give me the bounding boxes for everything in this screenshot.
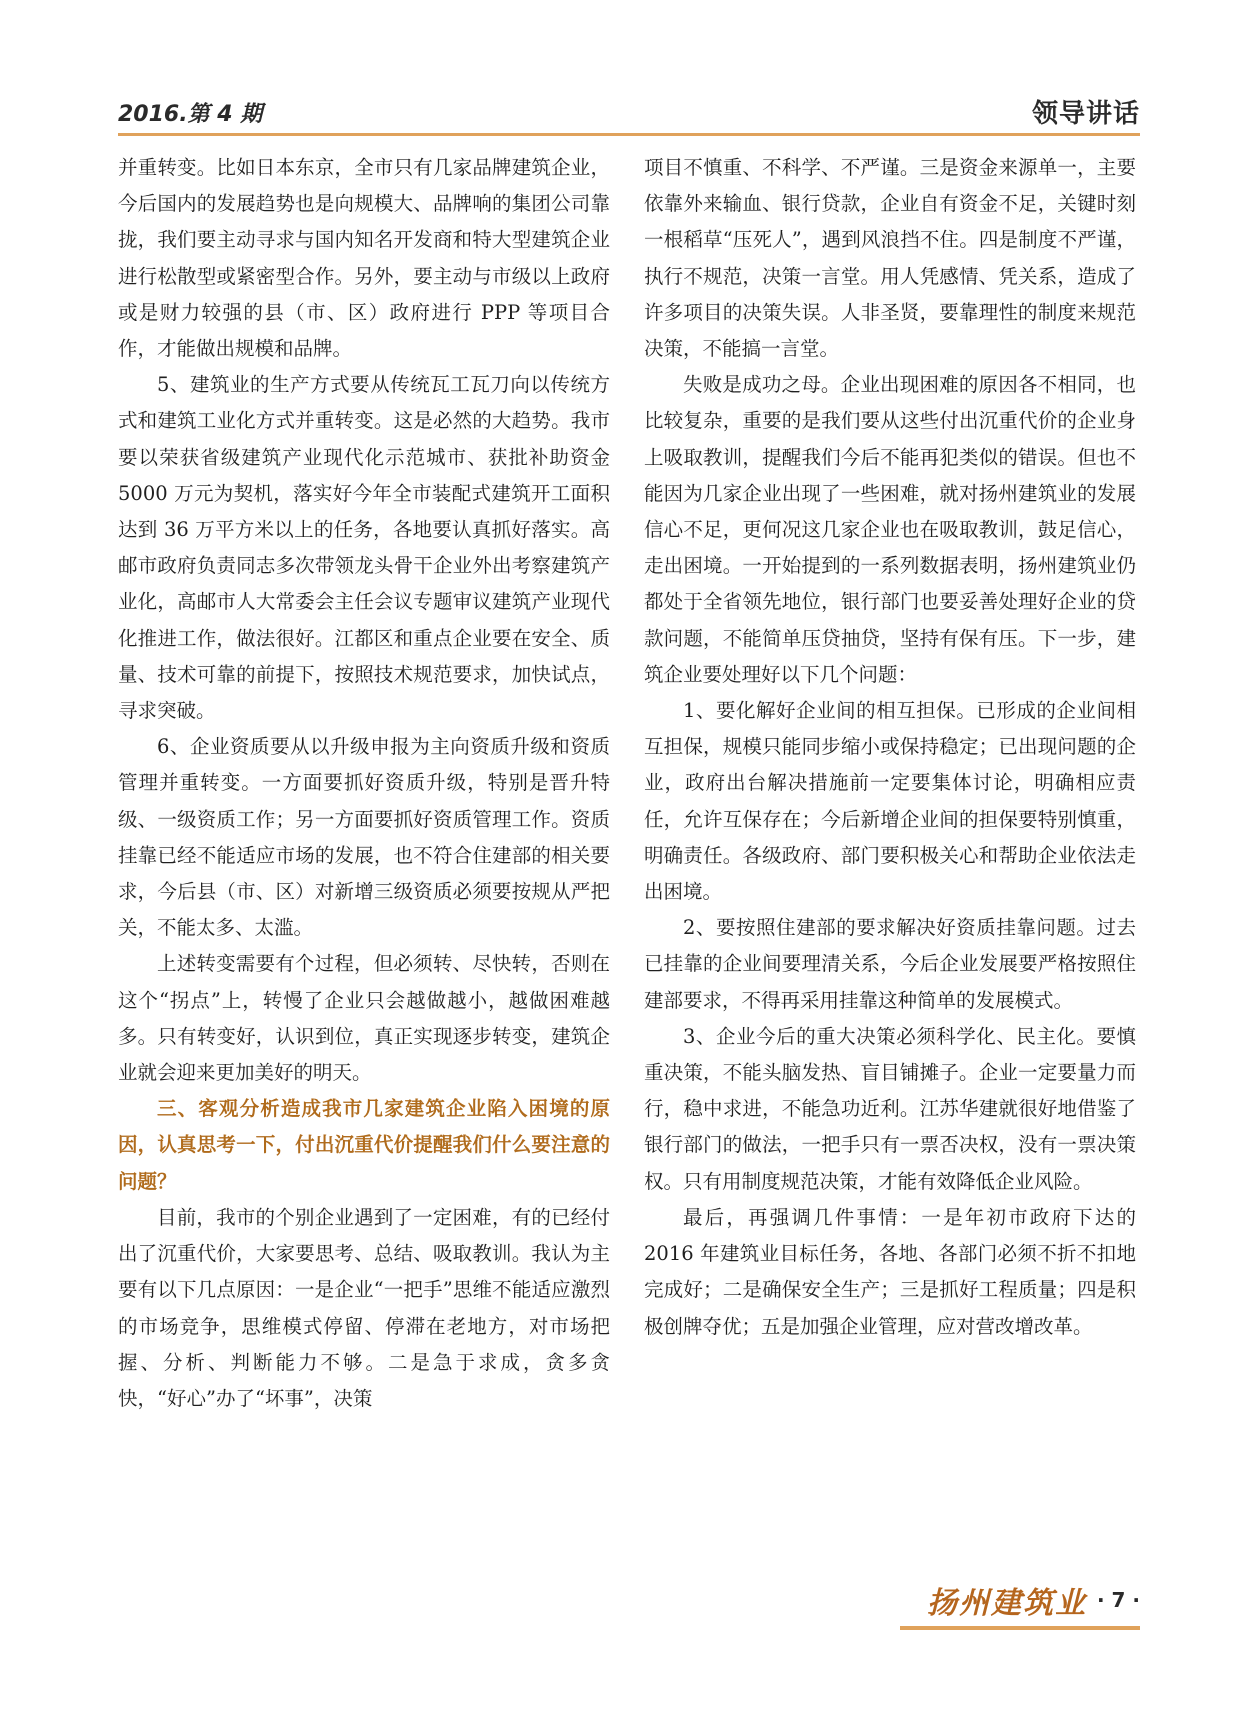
section-title: 领导讲话 — [1031, 99, 1140, 129]
paragraph: 2、要按照住建部的要求解决好资质挂靠问题。过去已挂靠的企业间要理清关系，今后企业发展要严格按照住建部要求，不得再采用挂靠这种简单的发展模式。 — [644, 916, 1136, 1012]
right-column — [644, 150, 1136, 1345]
paragraph: 失败是成功之母。企业出现困难的原因各不相同，也比较复杂，重要的是我们要从这些付出沉重代价的企业身上吸取教训，提醒我们今后不能再犯类似的错误。但也不能因为几家企业出现了一些困难，就对扬州建筑业的发展信心不足，更何况这几家企业也在吸取教训，鼓足信心，走出困境。一开始提到的一系列数据表明，扬州建筑业仍都处于全省领先地位，银行部门也要妥善处理好企业的贷款问题，不能简单压贷抽贷，坚持有保有压。下一步，建筑企业要处理好以下几个问题： — [644, 373, 1136, 686]
paragraph: 并重转变。比如日本东京，全市只有几家品牌建筑企业，今后国内的发展趋势也是向规模大、品牌响的集团公司靠拢，我们要主动寻求与国内知名开发商和特大型建筑企业进行松散型或紧密型合作。另外，要主动与市级以上政府或是财力较强的县（市、区）政府进行 PPP 等项目合作，才能做出规模和品牌。 — [118, 156, 610, 361]
issue-number: 2016.第 4 期 — [118, 102, 263, 127]
magazine-logo: 扬州建筑业 — [926, 1586, 1087, 1621]
paragraph: 最后，再强调几件事情：一是年初市政府下达的 2016 年建筑业目标任务，各地、各部门必须不折不扣地完成好；二是确保安全生产；三是抓好工程质量；四是积极创牌夺优；五是加强企业管理，应对营改增改革。 — [644, 1205, 1136, 1338]
section-heading: 三、客观分析造成我市几家建筑企业陷入困境的原因，认真思考一下，付出沉重代价提醒我们什么要注意的问题？ — [118, 1097, 610, 1193]
header-divider — [118, 133, 1140, 136]
paragraph: 5、建筑业的生产方式要从传统瓦工瓦刀向以传统方式和建筑工业化方式并重转变。这是必然的大趋势。我市要以荣获省级建筑产业现代化示范城市、获批补助资金 5000 万元为契机，落实好今年全市装配式建筑开工面积达到 36 万平方米以上的任务，各地要认真抓好落实。高邮市政府负责同志多次带领龙头骨干企业外出考察建筑产业化，高邮市人大常委会主任会议专题审议建筑产业现代化推进工作，做法很好。江都区和重点企业要在安全、质量、技术可靠的前提下，按照技术规范要求，加快试点，寻求突破。 — [118, 373, 610, 723]
paragraph: 上述转变需要有个过程，但必须转、尽快转，否则在这个“拐点”上，转慢了企业只会越做越小，越做困难越多。只有转变好，认识到位，真正实现逐步转变，建筑企业就会迎来更加美好的明天。 — [118, 952, 610, 1085]
paragraph: 目前，我市的个别企业遇到了一定困难，有的已经付出了沉重代价，大家要思考、总结、吸取教训。我认为主要有以下几点原因：一是企业“一把手”思维不能适应激烈的市场竞争，思维模式停留、停滞在老地方，对市场把握、分析、判断能力不够。二是急于求成，贪多贪快，“好心”办了“坏事”，决策 — [118, 1205, 610, 1410]
paragraph: 1、要化解好企业间的相互担保。已形成的企业间相互担保，规模只能同步缩小或保持稳定；已出现问题的企业，政府出台解决措施前一定要集体讨论，明确相应责任，允许互保存在；今后新增企业间的担保要特别慎重，明确责任。各级政府、部门要积极关心和帮助企业依法走出困境。 — [644, 699, 1136, 904]
page-number: · 7 · — [1096, 1588, 1140, 1612]
paragraph: 3、企业今后的重大决策必须科学化、民主化。要慎重决策，不能头脑发热、盲目铺摊子。企业一定要量力而行，稳中求进，不能急功近利。江苏华建就很好地借鉴了银行部门的做法，一把手只有一票否决权，没有一票决策权。只有用制度规范决策，才能有效降低企业风险。 — [644, 1024, 1136, 1193]
page-footer — [900, 1578, 1140, 1622]
paragraph: 项目不慎重、不科学、不严谨。三是资金来源单一，主要依靠外来输血、银行贷款，企业自有资金不足，关键时刻一根稻草“压死人”，遇到风浪挡不住。四是制度不严谨，执行不规范，决策一言堂。用人凭感情、凭关系，造成了许多项目的决策失误。人非圣贤，要靠理性的制度来规范决策，不能搞一言堂。 — [644, 156, 1136, 361]
paragraph: 6、企业资质要从以升级申报为主向资质升级和资质管理并重转变。一方面要抓好资质升级，特别是晋升特级、一级资质工作；另一方面要抓好资质管理工作。资质挂靠已经不能适应市场的发展，也不符合住建部的相关要求，今后县（市、区）对新增三级资质必须要按规从严把关，不能太多、太滥。 — [118, 735, 610, 940]
footer-divider — [900, 1626, 1140, 1630]
left-column — [118, 150, 610, 1417]
page-header — [118, 92, 1140, 132]
